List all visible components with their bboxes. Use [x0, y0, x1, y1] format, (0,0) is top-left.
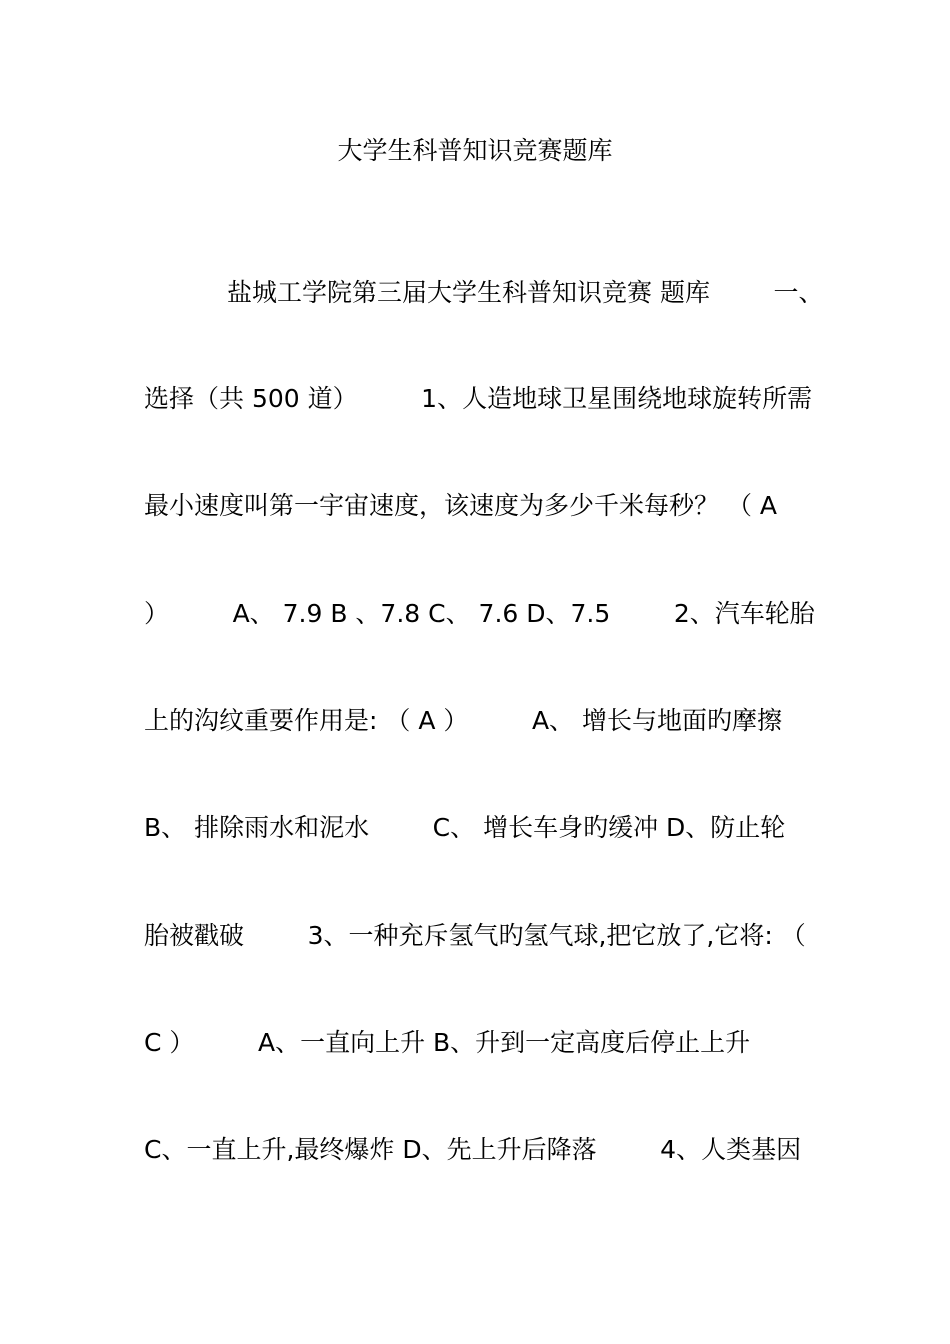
text-line-7: 胎被戳破 3、一种充斥氢气旳氢气球,把它放了,它将: （ — [144, 921, 806, 950]
text-line-3: 最小速度叫第一宇宙速度，该速度为多少千米每秒？ （ A — [144, 491, 777, 520]
text-line-8: C ） A、一直向上升 B、升到一定高度后停止上升 — [144, 1028, 751, 1057]
document-title: 大学生科普知识竞赛题库 — [337, 136, 613, 165]
text-line-9: C、一直上升,最终爆炸 D、先上升后降落 4、人类基因 — [144, 1135, 802, 1164]
text-line-1: 盐城工学院第三届大学生科普知识竞赛 题库 一、 — [227, 278, 824, 307]
text-line-2: 选择（共 500 道） 1、人造地球卫星围绕地球旋转所需 — [144, 384, 813, 413]
text-line-4: ） A、 7.9 B 、7.8 C、 7.6 D、7.5 2、汽车轮胎 — [144, 599, 815, 628]
text-line-5: 上的沟纹重要作用是: （ A ） A、 增长与地面旳摩擦 — [144, 706, 782, 735]
text-line-6: B、 排除雨水和泥水 C、 增长车身旳缓冲 D、防止轮 — [144, 813, 786, 842]
